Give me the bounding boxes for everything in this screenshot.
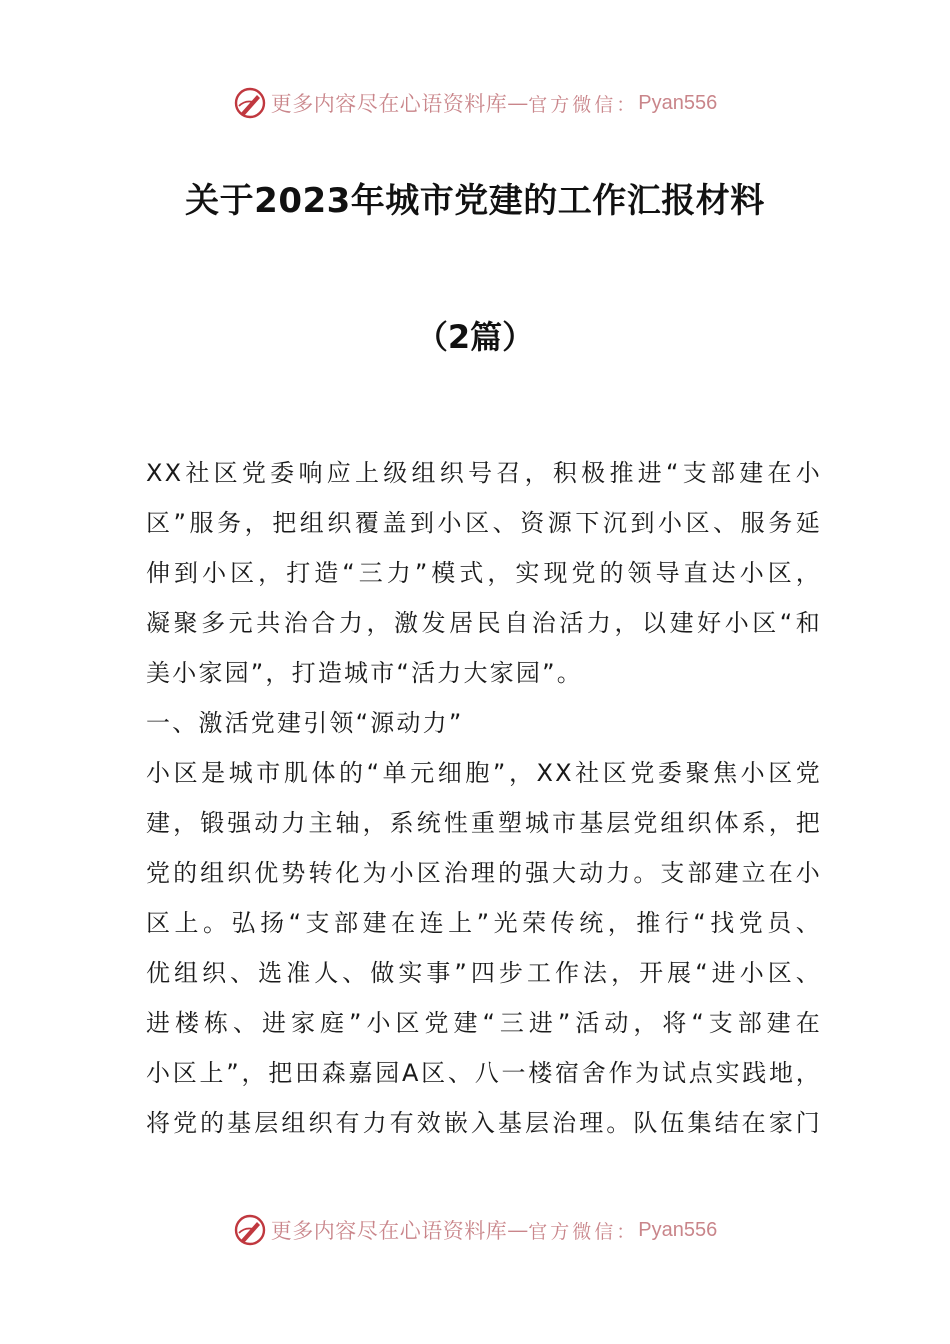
watermark-separator: — — [507, 91, 529, 115]
pen-logo-icon — [233, 1213, 267, 1247]
body-line: 美小家园”，打造城市“活力大家园”。 — [146, 659, 583, 687]
body-line: 将党的基层组织有力有效嵌入基层治理。队伍集结在家门 — [146, 1109, 822, 1137]
document-body — [146, 448, 822, 1148]
watermark-wechat-id: Pyan556 — [638, 91, 718, 114]
watermark-banner-top — [0, 83, 950, 123]
body-line: 小区是城市肌体的“单元细胞”，XX社区党委聚焦小区党 — [146, 759, 822, 787]
watermark-wechat-id: Pyan556 — [638, 1218, 718, 1241]
pen-logo-icon — [233, 86, 267, 120]
body-line: 建，锻强动力主轴，系统性重塑城市基层党组织体系，把 — [146, 809, 822, 837]
body-line: 区上。弘扬“支部建在连上”光荣传统，推行“找党员、 — [146, 909, 822, 937]
body-line: 凝聚多元共治合力，激发居民自治活力，以建好小区“和 — [146, 609, 822, 637]
body-line: 进楼栋、进家庭”小区党建“三进”活动，将“支部建在 — [146, 1009, 822, 1037]
body-line: 伸到小区，打造“三力”模式，实现党的领导直达小区， — [146, 559, 822, 587]
section-heading: 一、激活党建引领“源动力” — [146, 709, 464, 737]
document-title: 关于2023年城市党建的工作汇报材料 — [185, 181, 765, 221]
body-line: 小区上”，把田森嘉园A区、八一楼宿舍作为试点实践地， — [146, 1059, 822, 1087]
body-line: 党的组织优势转化为小区治理的强大动力。支部建立在小 — [146, 859, 822, 887]
watermark-wechat-label: 官方微信： — [528, 93, 639, 116]
watermark-banner-bottom — [0, 1210, 950, 1250]
body-line: XX社区党委响应上级组织号召，积极推进“支部建在小 — [146, 459, 822, 487]
watermark-separator: — — [507, 1218, 529, 1242]
body-line: 优组织、选准人、做实事”四步工作法，开展“进小区、 — [146, 959, 822, 987]
body-line: 区”服务，把组织覆盖到小区、资源下沉到小区、服务延 — [146, 509, 822, 537]
watermark-wechat-label: 官方微信： — [528, 1220, 639, 1243]
watermark-brand: 更多内容尽在心语资料库 — [270, 92, 508, 116]
watermark-brand: 更多内容尽在心语资料库 — [270, 1219, 508, 1243]
document-subtitle: （2篇） — [415, 318, 535, 356]
